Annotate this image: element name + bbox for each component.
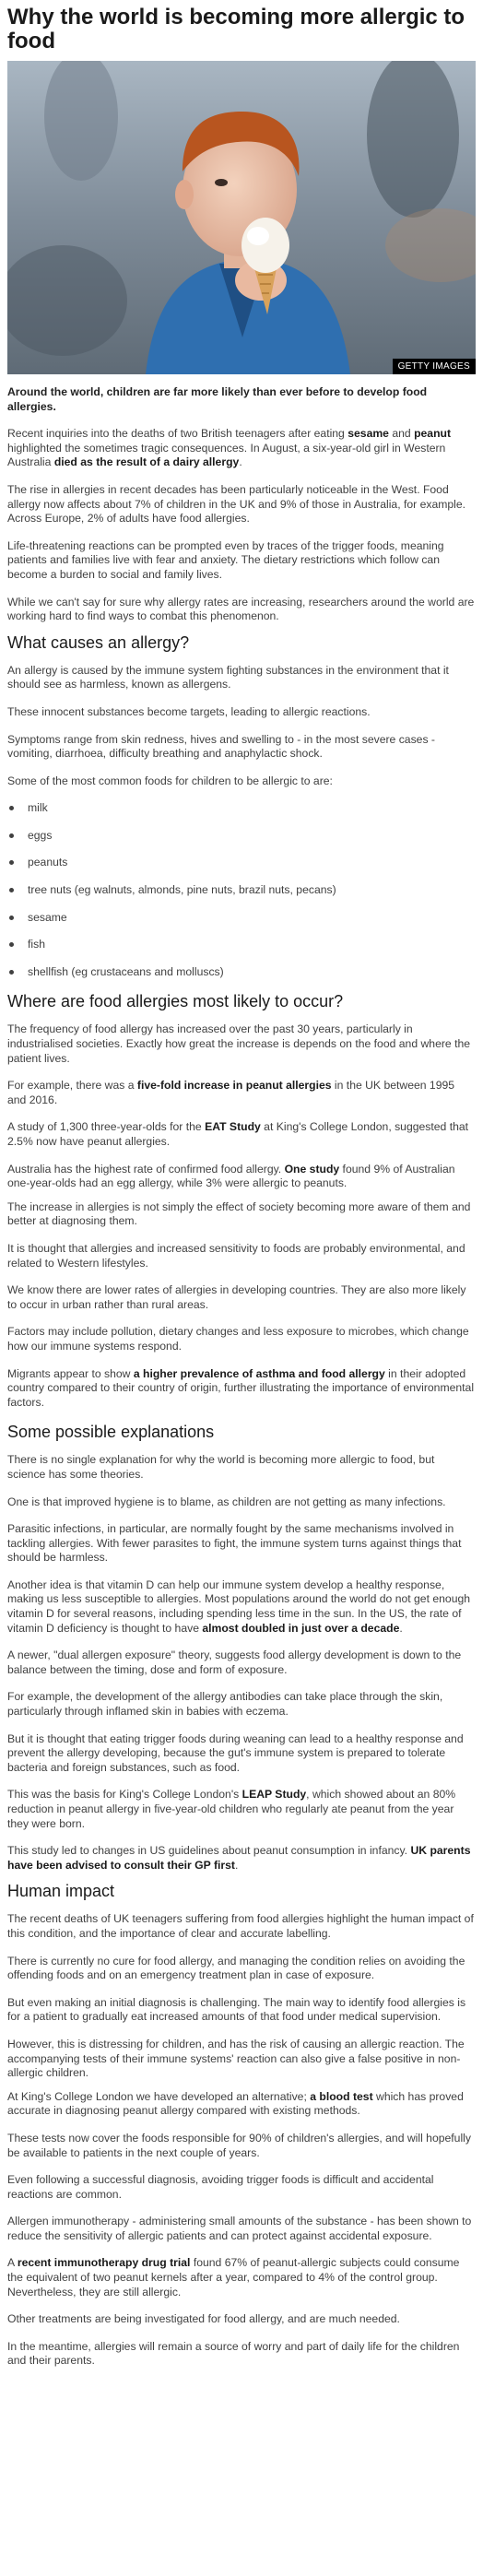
paragraph: Factors may include pollution, dietary changes and less exposure to microbes, which change how our immune systems respond. xyxy=(7,1325,469,1353)
paragraph: The rise in allergies in recent decades has been particularly noticeable in the West. Food allergy now affects about 7% of children in the UK and 9% of those in Australia, for example. Across Europe, 2% of adults have food allergies. xyxy=(7,482,466,526)
paragraph: But even making an initial diagnosis is challenging. The main way to identify food allergies is for a patient to gradually eat increased amounts of that food under medical supervision. xyxy=(7,1995,466,2024)
list-item: milk xyxy=(7,801,476,816)
link-dairy-allergy-death[interactable]: died as the result of a dairy allergy xyxy=(53,455,240,469)
paragraph: There is currently no cure for food allergy, and managing the condition relies on avoiding the offending foods and on an emergency treatment plan in case of exposure. xyxy=(7,1954,465,1982)
link-migrants-prevalence[interactable]: a higher prevalence of asthma and food allergy xyxy=(133,1366,385,1380)
paragraph: It is thought that allergies and increased sensitivity to foods are probably environmental, and related to Western lifestyles. xyxy=(7,1241,465,1270)
list-item: shellfish (eg crustaceans and molluscs) xyxy=(7,965,476,980)
paragraph: Symptoms range from skin redness, hives and swelling to - in the most severe cases - vomiting, diarrhoea, difficulty breathing and anaphylactic shock. xyxy=(7,732,435,761)
link-peanut[interactable]: peanut xyxy=(414,427,452,441)
paragraph: A study of 1,300 three-year-olds for the EAT Study at King's College London, suggested that 2.5% now have peanut allergies. xyxy=(7,1120,469,1148)
paragraph: Some of the most common foods for children to be allergic to are: xyxy=(7,774,333,787)
paragraph: The increase in allergies is not simply the effect of society becoming more aware of them and better at diagnosing them. xyxy=(7,1199,471,1228)
paragraph: Australia has the highest rate of confirmed food allergy. One study found 9% of Australian one-year-olds had an egg allergy, while 3% were allergic to peanuts. xyxy=(7,1162,455,1190)
list-item: fish xyxy=(7,938,476,952)
paragraph: Another idea is that vitamin D can help our immune system develop a healthy response, making us less susceptible to allergies. Most populations around the world do not get enough vitamin D for several reasons, including spending less time in the sun. In the US, the rate of vitamin D deficiency is thought to have almost doubled in just over a decade. xyxy=(7,1578,471,1635)
paragraph: This study led to changes in US guidelines about peanut consumption in infancy. UK parents have been advised to consult their GP first. xyxy=(7,1844,471,1872)
paragraph: These tests now cover the foods responsible for 90% of children's allergies, and will hopefully be available to patients in the next couple of years. xyxy=(7,2131,471,2159)
article-body xyxy=(0,374,483,2369)
link-vitamin-d-doubled[interactable]: almost doubled in just over a decade xyxy=(202,1621,400,1635)
paragraph: Migrants appear to show a higher prevalence of asthma and food allergy in their adopted country compared to their country of origin, further illustrating the importance of environmental factors. xyxy=(7,1366,475,1409)
paragraph: For example, the development of the allergy antibodies can take place through the skin, particularly through inflamed skin in babies with eczema. xyxy=(7,1690,443,1719)
child-eating-ice-cream-photo xyxy=(7,61,476,374)
paragraph: This was the basis for King's College London's LEAP Study, which showed about an 80% reduction in peanut allergy in five-year-old children who regularly ate peanut from the year they were born. xyxy=(7,1788,456,1830)
paragraph: The recent deaths of UK teenagers suffering from food allergies highlight the human impact of this condition, and the importance of clear and accurate labelling. xyxy=(7,1912,474,1940)
paragraph: There is no single explanation for why the world is becoming more allergic to food, but science has some theories. xyxy=(7,1453,435,1481)
allergen-list xyxy=(7,801,476,979)
list-item: tree nuts (eg walnuts, almonds, pine nuts, brazil nuts, pecans) xyxy=(7,883,476,898)
link-one-study[interactable]: One study xyxy=(284,1162,340,1176)
section-heading-where: Where are food allergies most likely to occur? xyxy=(7,992,344,1011)
section-heading-human-impact: Human impact xyxy=(7,1882,115,1901)
link-leap-study[interactable]: LEAP Study xyxy=(242,1788,307,1802)
paragraph: However, this is distressing for children, and has the risk of causing an allergic reaction. The accompanying tests of their immune systems' reaction can also give a false positive in non-allergic children. xyxy=(7,2037,465,2080)
paragraph: A newer, "dual allergen exposure" theory, suggests food allergy development is down to the balance between the timing, dose and form of exposure. xyxy=(7,1648,462,1676)
paragraph: Life-threatening reactions can be prompted even by traces of the trigger foods, meaning patients and families live with fear and anxiety. The dietary restrictions which follow can become a burden to social and family lives. xyxy=(7,538,444,581)
hero-image xyxy=(7,61,476,374)
paragraph: But it is thought that eating trigger foods during weaning can lead to a healthy response and prevent the allergy developing, because the gut's immune system is prepared to tolerate bacteria and foreign substances, such as food. xyxy=(7,1731,464,1774)
link-five-fold-increase[interactable]: five-fold increase in peanut allergies xyxy=(136,1079,332,1093)
section-heading-causes: What causes an allergy? xyxy=(7,632,190,652)
paragraph: Recent inquiries into the deaths of two British teenagers after eating sesame and peanut highlighted the sometimes tragic consequences. In August, a six-year-old girl in Western Australia died as the result of a dairy allergy. xyxy=(7,427,452,469)
paragraph: While we can't say for sure why allergy rates are increasing, researchers around the world are working hard to find ways to combat this phenomenon. xyxy=(7,595,475,623)
paragraph: Even following a successful diagnosis, avoiding trigger foods is difficult and accidental reactions are common. xyxy=(7,2173,434,2201)
paragraph: We know there are lower rates of allergies in developing countries. They are also more likely to occur in urban rather than rural areas. xyxy=(7,1283,466,1311)
section-heading-explanations: Some possible explanations xyxy=(7,1423,215,1442)
paragraph: At King's College London we have developed an alternative; a blood test which has proved accurate in diagnosing peanut allergy compared with existing methods. xyxy=(7,2089,464,2118)
list-item: peanuts xyxy=(7,856,476,870)
paragraph: A recent immunotherapy drug trial found 67% of peanut-allergic subjects could consume the equivalent of two peanut kernels after a year, compared to 4% of the control group. Nevertheless, they are still allergic. xyxy=(7,2256,460,2298)
paragraph: Other treatments are being investigated for food allergy, and are much needed. xyxy=(7,2312,400,2326)
paragraph: One is that improved hygiene is to blame, as children are not getting as many infections. xyxy=(7,1495,446,1508)
link-uk-parents-gp[interactable]: UK parents have been advised to consult their GP first xyxy=(7,1844,471,1872)
paragraph: The frequency of food allergy has increased over the past 30 years, particularly in industrialised societies. Exactly how great the increase is depends on the food and where the patient lives. xyxy=(7,1022,471,1065)
paragraph: For example, there was a five-fold increase in peanut allergies in the UK between 1995 and 2016. xyxy=(7,1079,455,1106)
paragraph: These innocent substances become targets, leading to allergic reactions. xyxy=(7,704,371,718)
paragraph: Allergen immunotherapy - administering small amounts of the substance - has been shown to reduce the sensitivity of allergic patients and can protect against accidental exposure. xyxy=(7,2215,472,2242)
link-immunotherapy-trial[interactable]: recent immunotherapy drug trial xyxy=(17,2256,191,2270)
photo-credit: GETTY IMAGES xyxy=(393,359,476,374)
list-item: sesame xyxy=(7,911,476,926)
link-sesame[interactable]: sesame xyxy=(348,427,389,441)
link-blood-test[interactable]: a blood test xyxy=(310,2089,373,2103)
headline: Why the world is becoming more allergic to food xyxy=(7,5,465,53)
paragraph: Parasitic infections, in particular, are normally fought by the same mechanisms involved in tackling allergies. With fewer parasites to fight, the immune system turns against things that should be harmless. xyxy=(7,1522,462,1565)
paragraph: In the meantime, allergies will remain a source of worry and part of daily life for the children and their parents. xyxy=(7,2339,460,2368)
link-eat-study[interactable]: EAT Study xyxy=(205,1120,261,1134)
list-item: eggs xyxy=(7,829,476,844)
article-intro: Around the world, children are far more likely than ever before to develop food allergies. xyxy=(7,385,428,413)
paragraph: An allergy is caused by the immune system fighting substances in the environment that it should see as harmless, known as allergens. xyxy=(7,663,449,691)
